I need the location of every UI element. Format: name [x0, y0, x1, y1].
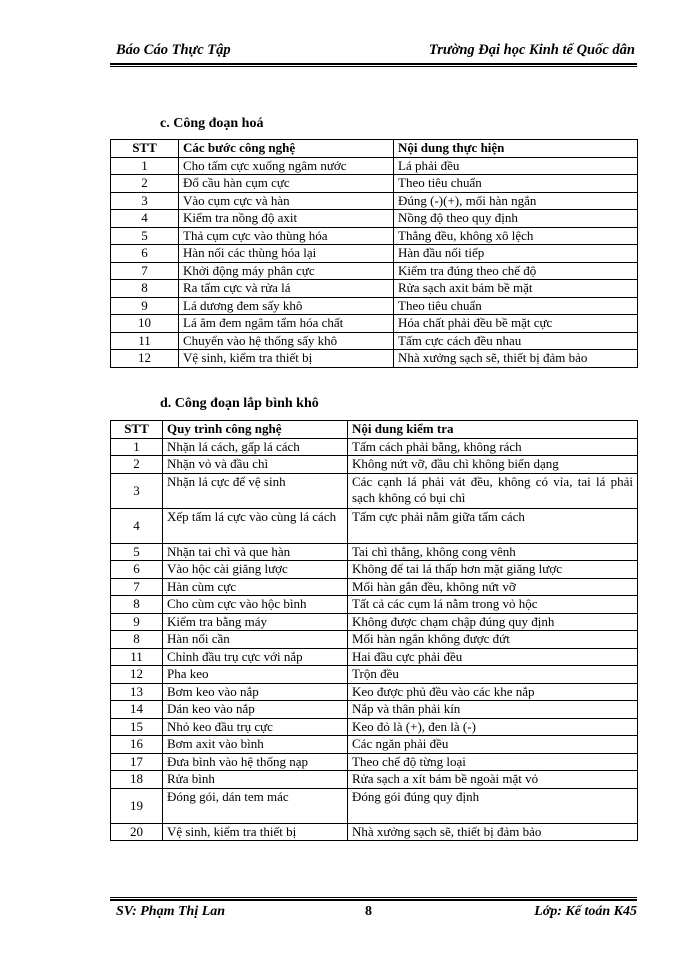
row-number: 13: [111, 683, 163, 701]
content-cell: Rửa sạch a xít bám bề ngoài mặt vỏ: [348, 771, 638, 789]
content-cell: Theo tiêu chuẩn: [394, 175, 638, 193]
content-cell: Đúng (-)(+), mối hàn ngắn: [394, 192, 638, 210]
row-number: 4: [111, 508, 163, 543]
row-number: 9: [111, 613, 163, 631]
content-cell: Lá phải đều: [394, 157, 638, 175]
row-number: 7: [111, 262, 179, 280]
section-d-title: d. Công đoạn lắp bình khô: [160, 396, 319, 411]
row-number: 11: [111, 332, 179, 350]
content-cell: Không được chạm chập đúng quy định: [348, 613, 638, 631]
step-cell: Cho cùm cực vào hộc bình: [163, 596, 348, 614]
table-row: [111, 718, 638, 736]
step-cell: Lá âm đem ngâm tẩm hóa chất: [179, 315, 394, 333]
row-number: 10: [111, 315, 179, 333]
footer-class: Lớp: Kế toán K45: [534, 904, 637, 919]
step-cell: Hàn nối cần: [163, 631, 348, 649]
content-cell: Keo được phủ đều vào các khe nắp: [348, 683, 638, 701]
content-cell: Không nứt vỡ, đầu chì không biến dạng: [348, 456, 638, 474]
table-row: [111, 315, 638, 333]
step-cell: Xếp tấm lá cực vào cùng lá cách: [163, 508, 348, 543]
row-number: 4: [111, 210, 179, 228]
row-number: 5: [111, 227, 179, 245]
table-row: [111, 771, 638, 789]
table-row: [111, 631, 638, 649]
table-row: [111, 210, 638, 228]
column-header: Nội dung kiểm tra: [348, 421, 638, 439]
table-header-row: [111, 140, 638, 158]
step-cell: Rửa bình: [163, 771, 348, 789]
row-number: 1: [111, 157, 179, 175]
table-row: [111, 701, 638, 719]
table-row: [111, 543, 638, 561]
header-university: Trường Đại học Kinh tế Quốc dân: [428, 42, 635, 58]
row-number: 8: [111, 596, 163, 614]
table-row: [111, 823, 638, 841]
content-cell: Hai đầu cực phải đều: [348, 648, 638, 666]
table-row: [111, 262, 638, 280]
step-cell: Kiểm tra bằng máy: [163, 613, 348, 631]
row-number: 6: [111, 245, 179, 263]
table-row: [111, 297, 638, 315]
content-cell: Nồng độ theo quy định: [394, 210, 638, 228]
table-row: [111, 561, 638, 579]
table-row: [111, 613, 638, 631]
step-cell: Nhặn vỏ và đầu chì: [163, 456, 348, 474]
step-cell: Đổ cầu hàn cụm cực: [179, 175, 394, 193]
content-cell: Các cạnh lá phải vát đều, không có vỉa, tai lá phải sạch không có bụi chì: [348, 473, 638, 508]
step-cell: Nhỏ keo đầu trụ cực: [163, 718, 348, 736]
column-header: Các bước công nghệ: [179, 140, 394, 158]
step-cell: Nhặn tai chì và que hàn: [163, 543, 348, 561]
page-footer: [110, 902, 637, 924]
header-rule: [110, 63, 637, 67]
content-cell: Keo đỏ là (+), đen là (-): [348, 718, 638, 736]
content-cell: Tất cả các cụm lá nằm trong vỏ hộc: [348, 596, 638, 614]
content-cell: Theo tiêu chuẩn: [394, 297, 638, 315]
step-cell: Bơm axit vào bình: [163, 736, 348, 754]
step-cell: Lá dương đem sấy khô: [179, 297, 394, 315]
table-row: [111, 666, 638, 684]
row-number: 19: [111, 788, 163, 823]
step-cell: Nhặn lá cách, gấp lá cách: [163, 438, 348, 456]
content-cell: Nhà xưởng sạch sẽ, thiết bị đảm bảo: [348, 823, 638, 841]
step-cell: Vào cụm cực và hàn: [179, 192, 394, 210]
step-cell: Chỉnh đầu trụ cực với nắp: [163, 648, 348, 666]
content-cell: Tấm cực phải nằm giữa tấm cách: [348, 508, 638, 543]
step-cell: Cho tấm cực xuống ngâm nước: [179, 157, 394, 175]
table-row: [111, 192, 638, 210]
content-cell: Mối hàn gắn đều, không nứt vỡ: [348, 578, 638, 596]
content-cell: Thẳng đều, không xô lệch: [394, 227, 638, 245]
section-d-table: [110, 420, 638, 841]
step-cell: Đưa bình vào hệ thống nạp: [163, 753, 348, 771]
footer-rule: [110, 897, 637, 901]
table-row: [111, 578, 638, 596]
step-cell: Hàn cùm cực: [163, 578, 348, 596]
content-cell: Tấm cực cách đều nhau: [394, 332, 638, 350]
column-header: Quy trình công nghệ: [163, 421, 348, 439]
page-number: 8: [365, 904, 372, 919]
content-cell: Rửa sạch axit bám bề mặt: [394, 280, 638, 298]
header-report-title: Báo Cáo Thực Tập: [116, 42, 231, 58]
content-cell: Các ngăn phải đều: [348, 736, 638, 754]
row-number: 3: [111, 473, 163, 508]
table-row: [111, 473, 638, 508]
step-cell: Hàn nối các thùng hóa lại: [179, 245, 394, 263]
row-number: 8: [111, 280, 179, 298]
table-row: [111, 280, 638, 298]
row-number: 8: [111, 631, 163, 649]
table-row: [111, 736, 638, 754]
content-cell: Kiểm tra đúng theo chế độ: [394, 262, 638, 280]
step-cell: Kiểm tra nồng độ axit: [179, 210, 394, 228]
row-number: 9: [111, 297, 179, 315]
table-row: [111, 596, 638, 614]
row-number: 2: [111, 456, 163, 474]
row-number: 12: [111, 666, 163, 684]
step-cell: Pha keo: [163, 666, 348, 684]
table-row: [111, 438, 638, 456]
content-cell: Theo chế độ từng loại: [348, 753, 638, 771]
content-cell: Trộn đều: [348, 666, 638, 684]
row-number: 14: [111, 701, 163, 719]
footer-student: SV: Phạm Thị Lan: [116, 904, 226, 919]
content-cell: Tấm cách phải bằng, không rách: [348, 438, 638, 456]
table-row: [111, 332, 638, 350]
table-row: [111, 175, 638, 193]
content-cell: Đóng gói đúng quy định: [348, 788, 638, 823]
content-cell: Nắp và thân phải kín: [348, 701, 638, 719]
step-cell: Vệ sinh, kiểm tra thiết bị: [179, 350, 394, 368]
step-cell: Thả cụm cực vào thùng hóa: [179, 227, 394, 245]
row-number: 1: [111, 438, 163, 456]
table-row: [111, 245, 638, 263]
content-cell: Hàn đầu nối tiếp: [394, 245, 638, 263]
row-number: 2: [111, 175, 179, 193]
content-cell: Tai chì thẳng, không cong vênh: [348, 543, 638, 561]
table-header-row: [111, 421, 638, 439]
column-header: STT: [111, 140, 179, 158]
table-row: [111, 683, 638, 701]
row-number: 15: [111, 718, 163, 736]
step-cell: Ra tấm cực và rửa lá: [179, 280, 394, 298]
step-cell: Khởi động máy phân cực: [179, 262, 394, 280]
step-cell: Nhặn lá cực để vệ sinh: [163, 473, 348, 508]
section-c-table: [110, 139, 638, 368]
content-cell: Không để tai lá thấp hơn mặt giăng lược: [348, 561, 638, 579]
table-row: [111, 753, 638, 771]
step-cell: Chuyển vào hệ thống sấy khô: [179, 332, 394, 350]
table-row: [111, 508, 638, 543]
table-row: [111, 648, 638, 666]
column-header: Nội dung thực hiện: [394, 140, 638, 158]
section-c-title: c. Công đoạn hoá: [160, 116, 264, 131]
content-cell: Hóa chất phải đều bề mặt cực: [394, 315, 638, 333]
content-cell: Nhà xưởng sạch sẽ, thiết bị đảm bảo: [394, 350, 638, 368]
row-number: 6: [111, 561, 163, 579]
step-cell: Vệ sinh, kiểm tra thiết bị: [163, 823, 348, 841]
step-cell: Dán keo vào nắp: [163, 701, 348, 719]
table-row: [111, 157, 638, 175]
table-row: [111, 350, 638, 368]
table-row: [111, 227, 638, 245]
table-row: [111, 788, 638, 823]
row-number: 5: [111, 543, 163, 561]
step-cell: Vào hộc cài giăng lược: [163, 561, 348, 579]
content-cell: Mối hàn ngắn không được đứt: [348, 631, 638, 649]
table-row: [111, 456, 638, 474]
row-number: 18: [111, 771, 163, 789]
step-cell: Bơm keo vào nắp: [163, 683, 348, 701]
row-number: 17: [111, 753, 163, 771]
step-cell: Đóng gói, dán tem mác: [163, 788, 348, 823]
row-number: 20: [111, 823, 163, 841]
row-number: 7: [111, 578, 163, 596]
row-number: 3: [111, 192, 179, 210]
row-number: 11: [111, 648, 163, 666]
column-header: STT: [111, 421, 163, 439]
row-number: 16: [111, 736, 163, 754]
row-number: 12: [111, 350, 179, 368]
